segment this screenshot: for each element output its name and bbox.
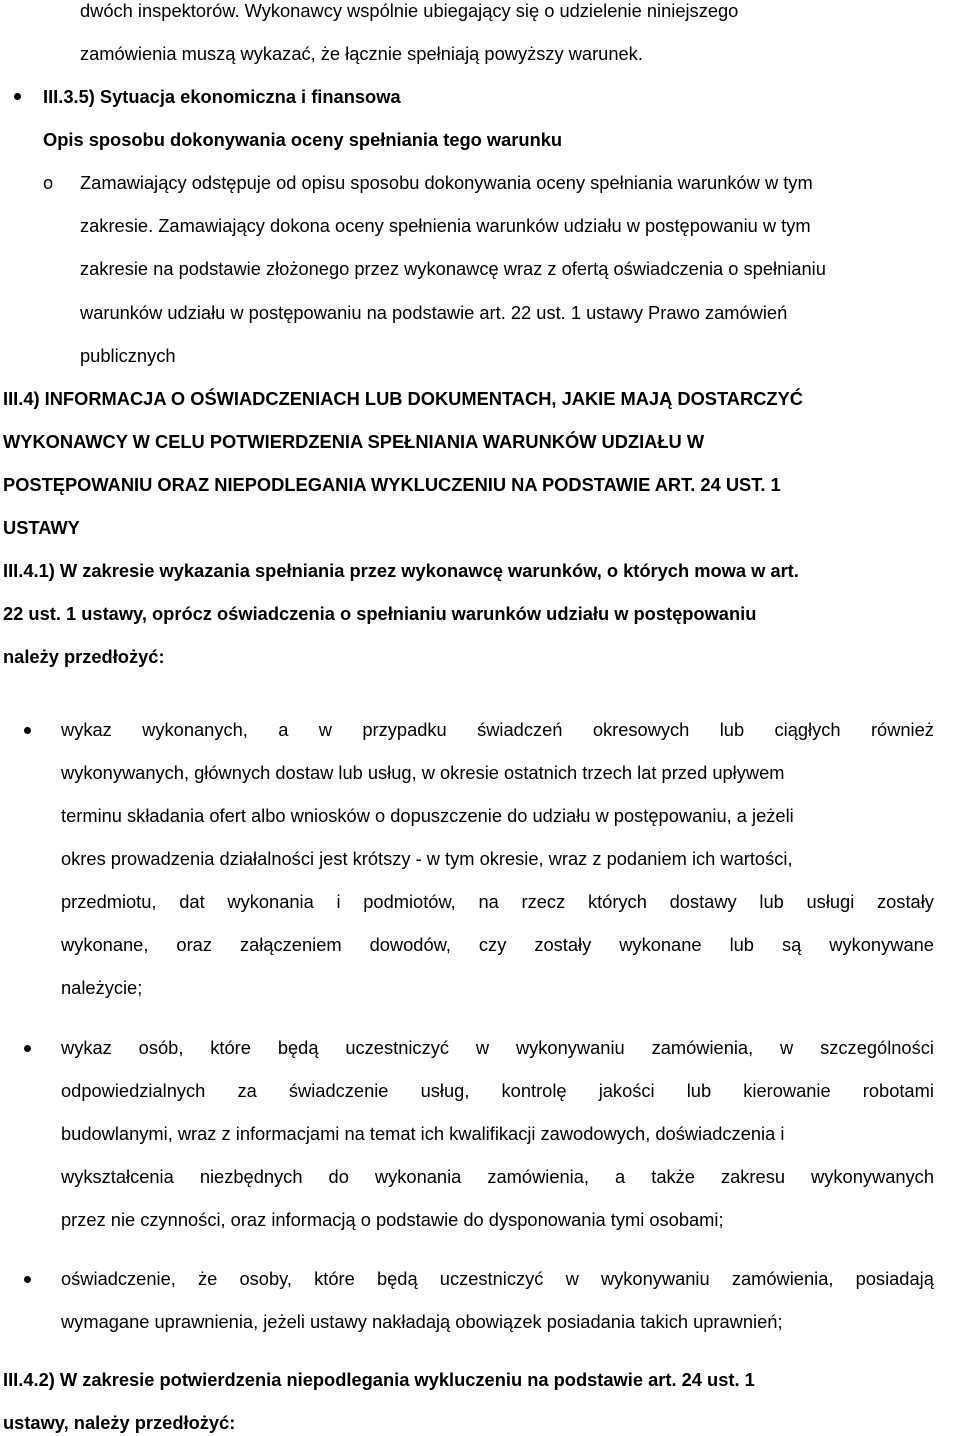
section-4-heading-line: USTAWY — [3, 517, 80, 538]
intro-line-2: zamówienia muszą wykazać, że łącznie spełniają powyższy warunek. — [80, 43, 643, 64]
bullet-dot-icon — [24, 727, 31, 734]
bullet-dot-icon — [24, 1045, 31, 1052]
bullet-1-line: należycie; — [61, 977, 143, 998]
bullet-1-line: terminu składania ofert albo wniosków o dopuszczenie do udziału w postępowaniu, a jeżeli — [61, 805, 794, 826]
bullet-1-line: wykonywanych, głównych dostaw lub usług, w okresie ostatnich trzech lat przed upływem — [61, 762, 785, 783]
bullet-1-line: wykaz wykonanych, a w przypadku świadczeń okresowych lub ciągłych również — [61, 719, 934, 740]
bullet-2-line: przez nie czynności, oraz informacją o podstawie do dysponowania tymi osobami; — [61, 1209, 724, 1230]
section-4-2-heading-line: III.4.2) W zakresie potwierdzenia niepodlegania wykluczeniu na podstawie art. 24 ust. 1 — [3, 1369, 755, 1390]
section-4-1-heading-line: 22 ust. 1 ustawy, oprócz oświadczenia o spełnianiu warunków udziału w postępowaniu — [3, 603, 757, 624]
section-3-5-text-line: zakresie na podstawie złożonego przez wykonawcę wraz z ofertą oświadczenia o spełnianiu — [80, 258, 826, 279]
section-3-5-heading: III.3.5) Sytuacja ekonomiczna i finansowa — [43, 86, 401, 107]
bullet-2-line: wykaz osób, które będą uczestniczyć w wykonywaniu zamówienia, w szczególności — [61, 1037, 934, 1058]
section-4-heading-line: III.4) INFORMACJA O OŚWIADCZENIACH LUB DOKUMENTACH, JAKIE MAJĄ DOSTARCZYĆ — [3, 388, 803, 409]
bullet-1-line: przedmiotu, dat wykonania i podmiotów, na rzecz których dostawy lub usługi zostały — [61, 891, 934, 912]
bullet-1-line: wykonane, oraz załączeniem dowodów, czy zostały wykonane lub są wykonywane — [61, 934, 934, 955]
section-4-1-heading-line: III.4.1) W zakresie wykazania spełniania przez wykonawcę warunków, o których mowa w art. — [3, 560, 799, 581]
section-4-1-heading-line: należy przedłożyć: — [3, 646, 165, 667]
section-3-5-subheading: Opis sposobu dokonywania oceny spełniania tego warunku — [43, 129, 563, 150]
section-4-heading-line: POSTĘPOWANIU ORAZ NIEPODLEGANIA WYKLUCZENIU NA PODSTAWIE ART. 24 UST. 1 — [3, 474, 781, 495]
intro-line-1: dwóch inspektorów. Wykonawcy wspólnie ubiegający się o udzielenie niniejszego — [80, 0, 739, 21]
bullet-dot-icon — [14, 93, 21, 100]
section-3-5-text-line: Zamawiający odstępuje od opisu sposobu dokonywania oceny spełniania warunków w tym — [80, 172, 813, 193]
section-4-heading-line: WYKONAWCY W CELU POTWIERDZENIA SPEŁNIANIA WARUNKÓW UDZIAŁU W — [3, 431, 705, 452]
section-3-5-text-line: warunków udziału w postępowaniu na podstawie art. 22 ust. 1 ustawy Prawo zamówień — [80, 302, 788, 323]
bullet-2-line: wykształcenia niezbędnych do wykonania zamówienia, a także zakresu wykonywanych — [61, 1166, 934, 1187]
circle-bullet-icon: o — [43, 172, 54, 193]
bullet-3-line: wymagane uprawnienia, jeżeli ustawy nakładają obowiązek posiadania takich uprawnień; — [61, 1311, 783, 1332]
bullet-3-line: oświadczenie, że osoby, które będą uczestniczyć w wykonywaniu zamówienia, posiadają — [61, 1268, 934, 1289]
bullet-2-line: odpowiedzialnych za świadczenie usług, kontrolę jakości lub kierowanie robotami — [61, 1080, 934, 1101]
section-3-5-text-line: zakresie. Zamawiający dokona oceny spełnienia warunków udziału w postępowaniu w tym — [80, 215, 811, 236]
bullet-2-line: budowlanymi, wraz z informacjami na temat ich kwalifikacji zawodowych, doświadczenia i — [61, 1123, 785, 1144]
section-4-2-heading-line: ustawy, należy przedłożyć: — [3, 1412, 236, 1433]
section-3-5-text-line: publicznych — [80, 345, 176, 366]
bullet-1-line: okres prowadzenia działalności jest krótszy - w tym okresie, wraz z podaniem ich wartości, — [61, 848, 793, 869]
bullet-dot-icon — [24, 1276, 31, 1283]
